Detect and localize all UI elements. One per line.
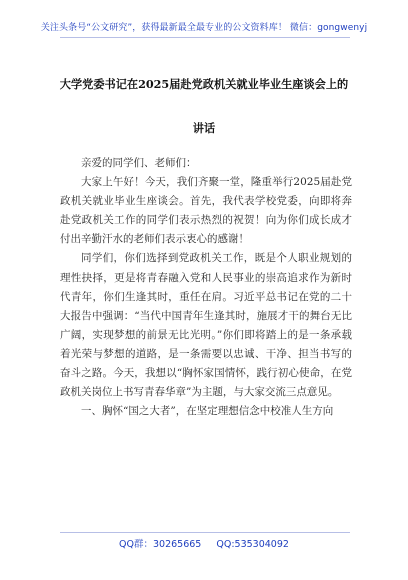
document-subtitle: 讲话 bbox=[192, 121, 216, 135]
footer-divider bbox=[60, 532, 350, 533]
section-heading-paragraph: 一、胸怀“国之大者”，在坚定理想信念中校准人生方向 bbox=[81, 405, 334, 418]
document-title: 大学党委书记在2025届赴党政机关就业毕业生座谈会上的 bbox=[59, 77, 349, 91]
footer bbox=[0, 536, 408, 550]
main-paragraph: 同学们，你们选择到党政机关工作，既是个人职业规划的理性抉择，更是将青春融入党和人民事业的崇高追求作为新时代青年，你们生逢其时，重任在肩。习近平总书记在党的二十大报告中强调：“当代中国青年生逢其时，施展才干的舞台无比广阔，实现梦想的前景无比光明。”你们即将踏上的是一条承载着光荣与梦想的道路，是一条需要以忠诚、干净、担当书写的奋斗之路。今天，我想以“胸怀家国情怀，践行初心使命，在党政机关岗位上书写青春华章”为主题，与大家交流三点意见。 bbox=[60, 252, 352, 399]
salutation-paragraph: 亲爱的同学们、老师们： bbox=[81, 157, 197, 169]
opening-paragraph: 大家上午好！今天，我们齐聚一堂，隆重举行2025届赴党政机关就业毕业生座谈会。首先，我代表学校党委，向即将奔赴党政机关工作的同学们表示热烈的祝贺！向为你们成长成才付出辛勤汗水的老师们表示衷心的感谢！ bbox=[60, 176, 352, 246]
footer-qq-contact: QQ:535304092 bbox=[216, 539, 289, 550]
header-divider bbox=[60, 37, 350, 38]
header-banner: 关注头条号“公文研究”，获得最新最全最专业的公文资料库！ 微信：gongwenyj bbox=[40, 23, 368, 33]
footer-qq-group: QQ群：30265665 bbox=[119, 539, 202, 550]
document-body bbox=[60, 154, 352, 421]
